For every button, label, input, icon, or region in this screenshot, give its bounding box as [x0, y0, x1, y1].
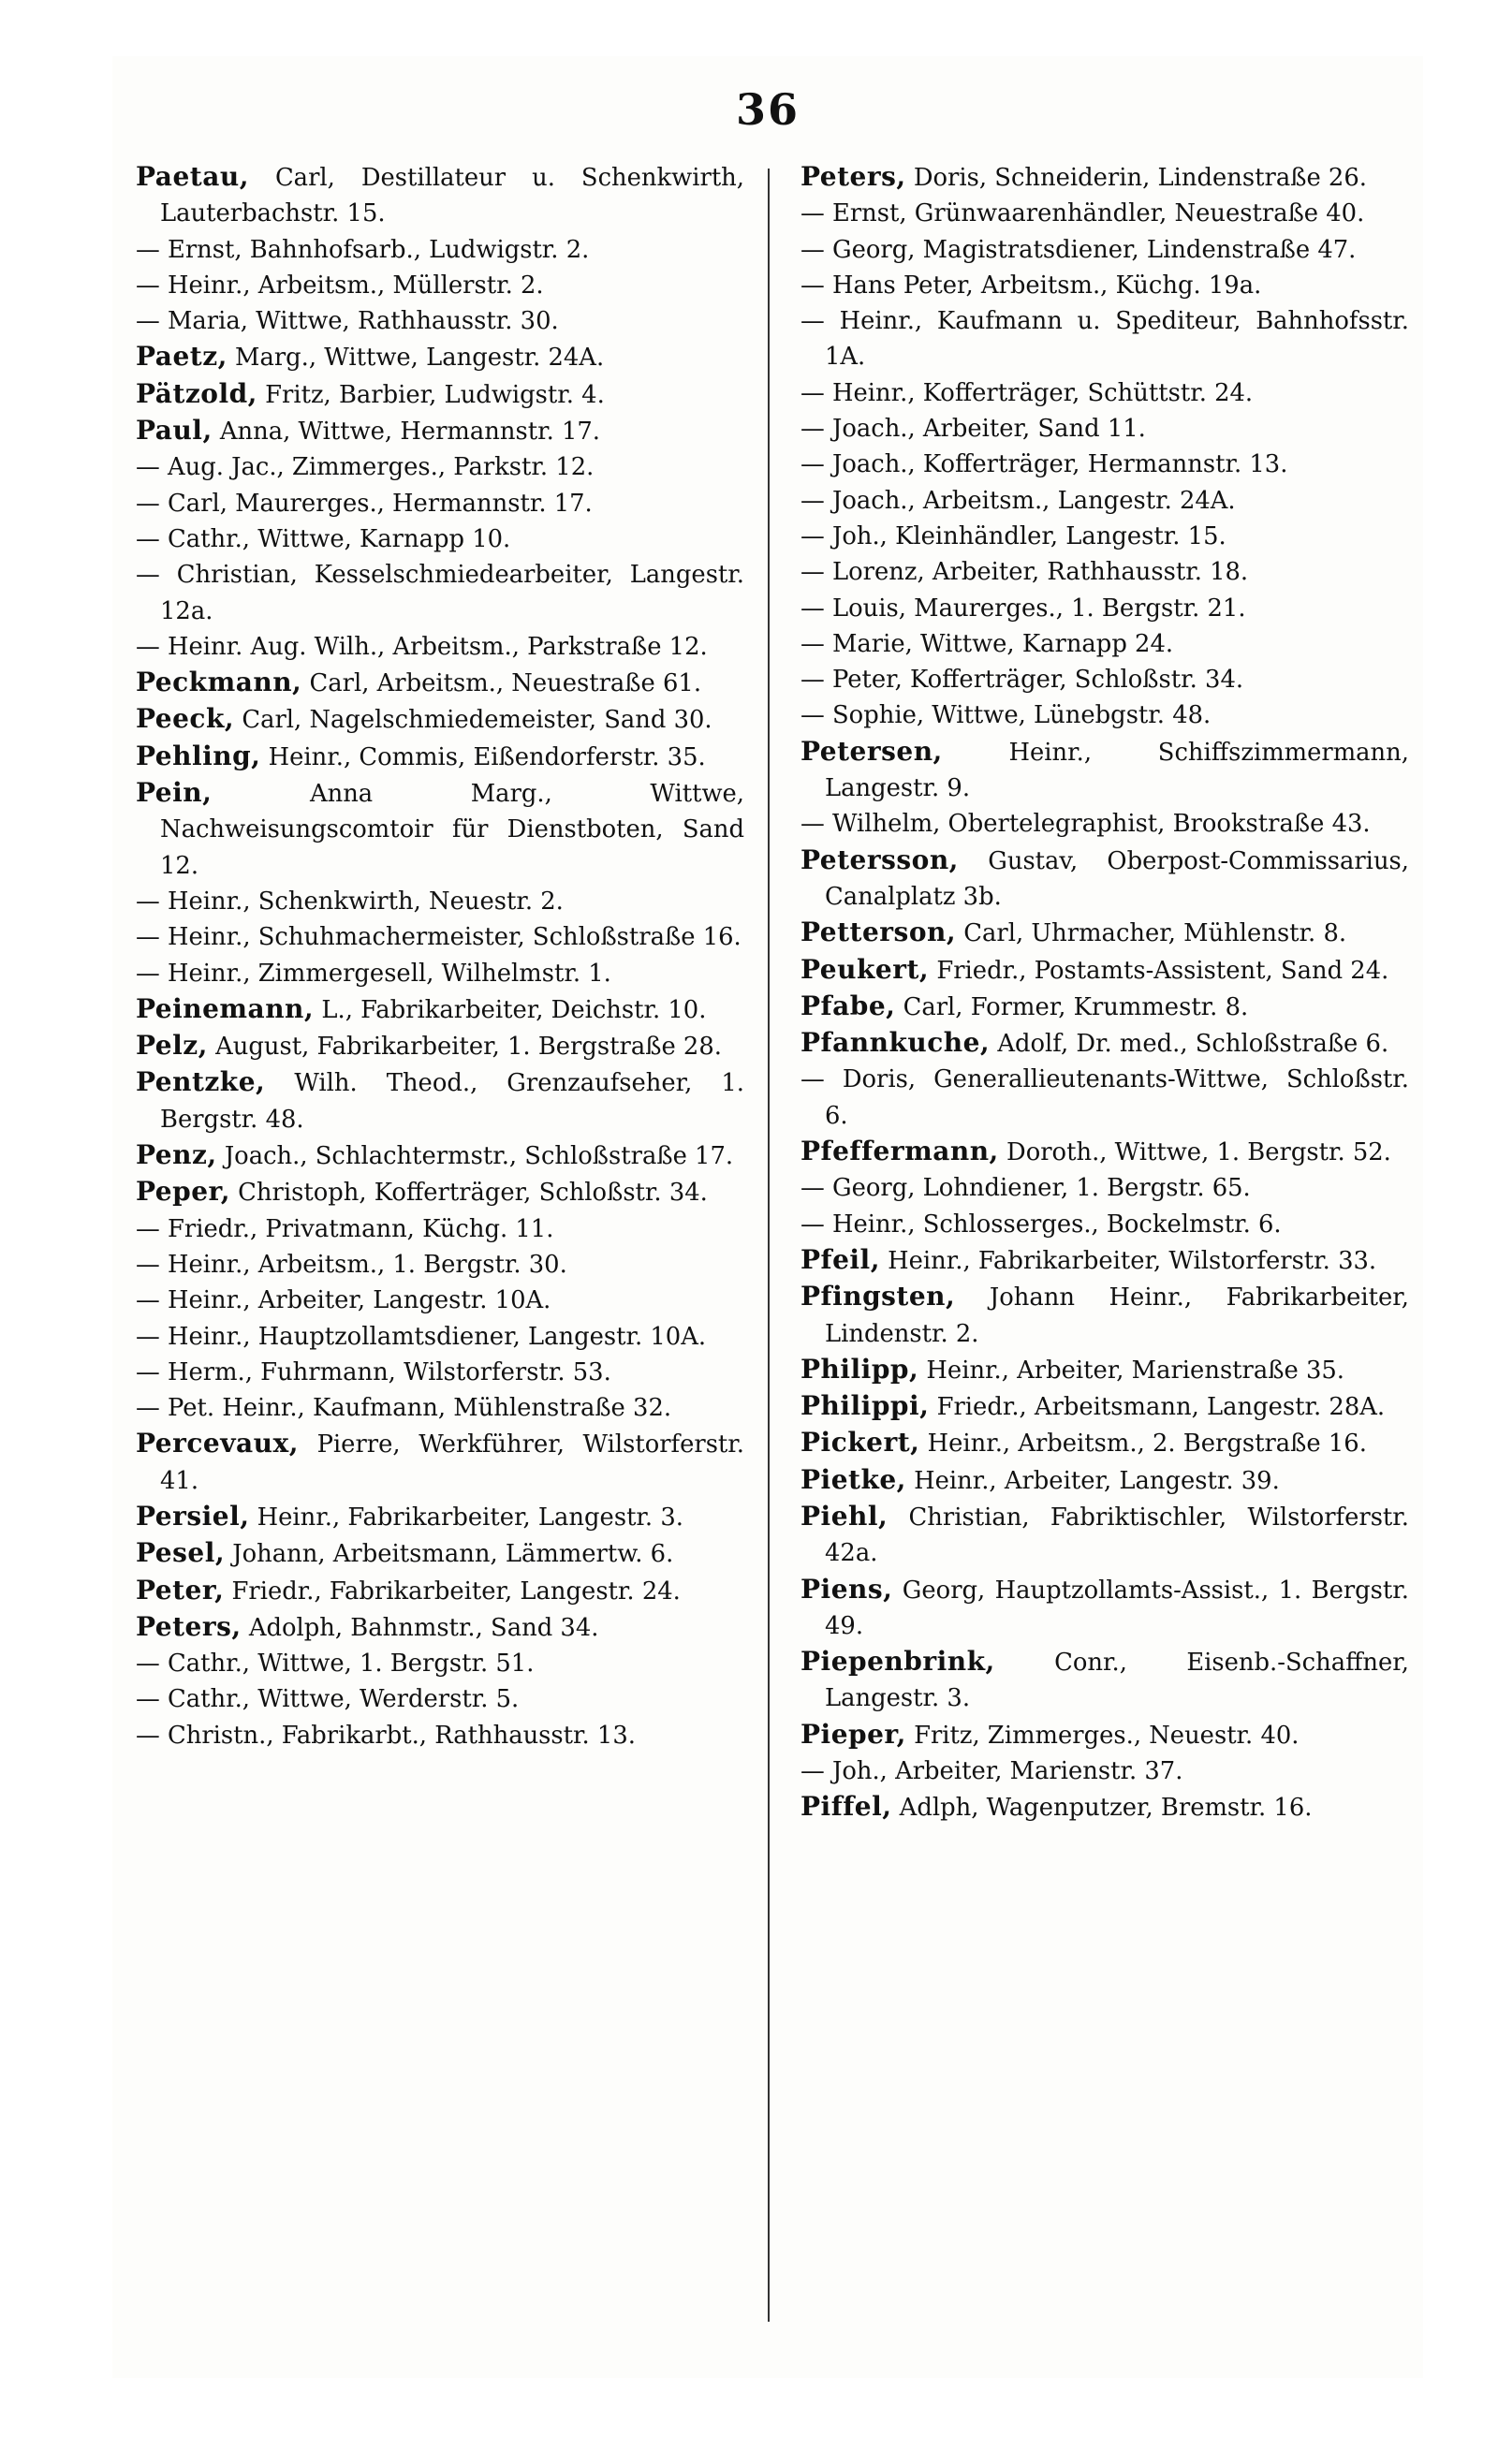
directory-entry [800, 806, 1409, 842]
directory-entry [800, 1644, 1409, 1717]
entry-details: Adlph, Wagenputzer, Bremstr. 16. [891, 1794, 1313, 1823]
directory-entry [136, 1283, 744, 1318]
entry-details: — Georg, Magistratsdiener, Lindenstraße 47. [800, 235, 1357, 264]
entry-surname: Pelz, [136, 1030, 208, 1062]
entry-details: — Sophie, Wittwe, Lünebgstr. 48. [800, 701, 1212, 730]
directory-entry [136, 1499, 744, 1535]
entry-surname: Penz, [136, 1139, 217, 1171]
entry-surname: Percevaux, [136, 1428, 299, 1459]
entry-details: Heinr., Arbeiter, Marienstraße 35. [918, 1356, 1344, 1385]
entry-surname: Paetz, [136, 341, 228, 373]
entry-surname: Piens, [800, 1573, 893, 1605]
entry-surname: Pfabe, [800, 990, 896, 1021]
entry-details: — Cathr., Wittwe, 1. Bergstr. 51. [136, 1650, 535, 1679]
directory-entry [136, 339, 744, 375]
entry-details: L., Fabrikarbeiter, Deichstr. 10. [314, 995, 707, 1024]
directory-entry [136, 884, 744, 919]
entry-surname: Peters, [800, 161, 906, 192]
directory-entry [800, 1062, 1409, 1134]
directory-entry [136, 739, 744, 775]
right-column [800, 159, 1409, 1826]
entry-details: — Heinr., Schlosserges., Bockelmstr. 6. [800, 1210, 1282, 1239]
directory-entry [800, 1170, 1409, 1206]
entry-surname: Pesel, [136, 1537, 226, 1569]
entry-surname: Peper, [136, 1176, 230, 1208]
directory-entry [136, 413, 744, 449]
entry-details: — Heinr., Kaufmann u. Spediteur, Bahnhofsstr. 1A. [800, 307, 1409, 372]
entry-surname: Piehl, [800, 1500, 889, 1532]
directory-entry [800, 1717, 1409, 1753]
directory-entry [136, 557, 744, 629]
entry-details: — Georg, Lohndiener, 1. Bergstr. 65. [800, 1174, 1251, 1203]
directory-entry [800, 915, 1409, 951]
entry-details: — Aug. Jac., Zimmerges., Parkstr. 12. [136, 453, 595, 482]
entry-details: Adolph, Bahnmstr., Sand 34. [241, 1613, 599, 1642]
directory-entry [136, 376, 744, 413]
directory-entry [800, 1134, 1409, 1170]
directory-entry [136, 1646, 744, 1681]
entry-details: — Doris, Generallieutenants-Wittwe, Schloßstr. 6. [800, 1065, 1409, 1130]
entry-surname: Pätzold, [136, 377, 257, 409]
entry-details: Heinr., Arbeitsm., 2. Bergstraße 16. [919, 1430, 1367, 1459]
entry-details: — Peter, Kofferträger, Schloßstr. 34. [800, 666, 1244, 695]
entry-details: — Heinr., Schuhmachermeister, Schloßstraße 16. [136, 923, 742, 952]
entry-details: Adolf, Dr. med., Schloßstraße 6. [990, 1030, 1389, 1059]
directory-entry [136, 521, 744, 557]
entry-details: Carl, Uhrmacher, Mühlenstr. 8. [956, 919, 1347, 948]
left-column [136, 159, 744, 1753]
entry-details: Carl, Nagelschmiedemeister, Sand 30. [234, 706, 712, 735]
entry-surname: Peinemann, [136, 992, 315, 1024]
directory-entry [800, 1025, 1409, 1062]
directory-entry [800, 1207, 1409, 1242]
entry-details: — Joh., Arbeiter, Marienstr. 37. [800, 1757, 1183, 1786]
entry-details: — Heinr., Kofferträger, Schüttstr. 24. [800, 378, 1254, 407]
directory-entry [800, 989, 1409, 1025]
entry-details: Heinr., Fabrikarbeiter, Wilstorferstr. 33. [879, 1246, 1377, 1275]
entry-details: — Lorenz, Arbeiter, Rathhausstr. 18. [800, 558, 1249, 587]
entry-details: — Ernst, Bahnhofsarb., Ludwigstr. 2. [136, 235, 590, 264]
entry-details: Heinr., Schiffszimmermann, Langestr. 9. [825, 738, 1409, 803]
entry-surname: Pieper, [800, 1718, 906, 1750]
entry-details: Anna, Wittwe, Hermannstr. 17. [212, 418, 601, 447]
entry-surname: Piffel, [800, 1791, 892, 1823]
entry-details: Heinr., Arbeiter, Langestr. 39. [905, 1466, 1280, 1495]
entry-details: — Joach., Kofferträger, Hermannstr. 13. [800, 450, 1288, 479]
entry-details: Gustav, Oberpost-Commissarius, Canalplatz 3b. [825, 846, 1409, 911]
entry-details: — Christn., Fabrikarbt., Rathhausstr. 13. [136, 1721, 636, 1750]
entry-details: Conr., Eisenb.-Schaffner, Langestr. 3. [825, 1649, 1409, 1713]
entry-details: Georg, Hauptzollamts-Assist., 1. Bergstr. 49. [825, 1576, 1409, 1640]
directory-entry [136, 701, 744, 738]
entry-surname: Persiel, [136, 1500, 250, 1532]
directory-entry [136, 232, 744, 268]
entry-details: Friedr., Arbeitsmann, Langestr. 28A. [929, 1393, 1386, 1422]
entry-surname: Pein, [136, 777, 213, 809]
entry-surname: Piepenbrink, [800, 1646, 995, 1678]
entry-details: Doris, Schneiderin, Lindenstraße 26. [905, 164, 1367, 192]
entry-surname: Petterson, [800, 917, 957, 948]
directory-entry [136, 1681, 744, 1717]
entry-surname: Peeck, [136, 703, 235, 735]
entry-details: — Heinr., Hauptzollamtsdiener, Langestr. 10A. [136, 1322, 707, 1351]
entry-surname: Pentzke, [136, 1066, 266, 1098]
entry-surname: Pfannkuche, [800, 1027, 991, 1059]
directory-entry [800, 1572, 1409, 1645]
entry-details: Johann, Arbeitsmann, Lämmertw. 6. [225, 1540, 674, 1569]
entry-surname: Peter, [136, 1574, 225, 1606]
entry-surname: Peters, [136, 1610, 242, 1642]
directory-entry [136, 665, 744, 701]
entry-surname: Pietke, [800, 1463, 906, 1495]
entry-details: — Ernst, Grünwaarenhändler, Neuestraße 40. [800, 199, 1365, 228]
directory-entry [800, 843, 1409, 916]
entry-surname: Peukert, [800, 953, 930, 985]
entry-details: — Maria, Wittwe, Rathhausstr. 30. [136, 307, 559, 336]
directory-entry [800, 1462, 1409, 1499]
directory-entry [800, 952, 1409, 989]
entry-details: Fritz, Barbier, Ludwigstr. 4. [257, 380, 605, 409]
directory-entry [800, 1352, 1409, 1388]
directory-entry [136, 159, 744, 232]
directory-entry [800, 411, 1409, 447]
entry-details: — Louis, Maurerges., 1. Bergstr. 21. [800, 594, 1246, 623]
entry-surname: Pfeil, [800, 1243, 880, 1275]
entry-details: — Heinr., Arbeitsm., 1. Bergstr. 30. [136, 1250, 567, 1279]
entry-details: — Friedr., Privatmann, Küchg. 11. [136, 1214, 554, 1243]
entry-details: — Heinr. Aug. Wilh., Arbeitsm., Parkstraße 12. [136, 632, 708, 661]
entry-details: Christoph, Kofferträger, Schloßstr. 34. [229, 1179, 708, 1208]
entry-details: — Joach., Arbeitsm., Langestr. 24A. [800, 486, 1236, 515]
entry-details: — Herm., Fuhrmann, Wilstorferstr. 53. [136, 1357, 611, 1386]
entry-details: Christian, Fabriktischler, Wilstorferstr. 42a. [825, 1503, 1409, 1568]
entry-details: — Heinr., Zimmergesell, Wilhelmstr. 1. [136, 959, 611, 988]
entry-details: — Wilhelm, Obertelegraphist, Brookstraße 43. [800, 810, 1371, 839]
directory-entry [136, 268, 744, 303]
directory-entry [136, 1211, 744, 1247]
directory-entry [136, 1028, 744, 1064]
directory-entry [136, 629, 744, 665]
directory-entry [136, 1609, 744, 1646]
entry-details: — Cathr., Wittwe, Karnapp 10. [136, 524, 511, 553]
entry-surname: Pfeffermann, [800, 1136, 999, 1167]
directory-entry [136, 303, 744, 339]
entry-details: — Joh., Kleinhändler, Langestr. 15. [800, 521, 1226, 550]
directory-entry [800, 375, 1409, 411]
directory-entry [136, 1064, 744, 1137]
entry-surname: Pehling, [136, 740, 261, 771]
directory-entry [136, 1390, 744, 1426]
entry-details: Heinr., Commis, Eißendorferstr. 35. [260, 742, 706, 771]
directory-entry [136, 1174, 744, 1210]
entry-details: — Heinr., Arbeiter, Langestr. 10A. [136, 1286, 551, 1315]
entry-surname: Philippi, [800, 1390, 930, 1422]
entry-details: Anna Marg., Wittwe, Nachweisungscomtoir für Dienstboten, Sand 12. [160, 780, 744, 880]
directory-entry [800, 1499, 1409, 1572]
entry-details: August, Fabrikarbeiter, 1. Bergstraße 28. [207, 1033, 722, 1062]
directory-entry [136, 1426, 744, 1499]
entry-details: Pierre, Werkführer, Wilstorferstr. 41. [160, 1430, 744, 1495]
directory-entry [136, 486, 744, 521]
entry-details: Doroth., Wittwe, 1. Bergstr. 52. [998, 1138, 1391, 1167]
directory-entry [800, 1425, 1409, 1461]
directory-entry [800, 447, 1409, 482]
entry-surname: Paul, [136, 415, 213, 447]
entry-details: — Heinr., Schenkwirth, Neuestr. 2. [136, 887, 564, 916]
entry-details: Carl, Former, Krummestr. 8. [895, 992, 1249, 1021]
directory-entry [136, 449, 744, 485]
entry-details: Carl, Destillateur u. Schenkwirth, Lauterbachstr. 15. [160, 164, 744, 228]
directory-entry [800, 734, 1409, 807]
directory-entry [800, 159, 1409, 196]
entry-details: — Cathr., Wittwe, Werderstr. 5. [136, 1685, 520, 1714]
entry-details: — Carl, Maurerges., Hermannstr. 17. [136, 489, 593, 518]
directory-entry [136, 1355, 744, 1390]
directory-entry [800, 196, 1409, 231]
entry-details: Johann Heinr., Fabrikarbeiter, Lindenstr. 2. [825, 1283, 1409, 1348]
entry-details: Wilh. Theod., Grenzaufseher, 1. Bergstr. 48. [160, 1069, 744, 1134]
entry-details: — Christian, Kesselschmiedearbeiter, Langestr. 12a. [136, 561, 744, 625]
entry-details: — Marie, Wittwe, Karnapp 24. [800, 629, 1174, 658]
entry-details: Marg., Wittwe, Langestr. 24A. [227, 344, 605, 373]
entry-details: Friedr., Fabrikarbeiter, Langestr. 24. [224, 1577, 681, 1606]
entry-surname: Peckmann, [136, 667, 302, 698]
directory-entry [800, 519, 1409, 554]
directory-entry [136, 1319, 744, 1355]
directory-entry [800, 591, 1409, 626]
entry-details: — Hans Peter, Arbeitsm., Küchg. 19a. [800, 271, 1262, 300]
entry-surname: Pfingsten, [800, 1281, 956, 1313]
directory-entry [136, 1718, 744, 1753]
directory-entry [136, 775, 744, 884]
directory-entry [800, 1279, 1409, 1352]
directory-entry [136, 919, 744, 955]
directory-entry [800, 303, 1409, 375]
directory-entry [800, 232, 1409, 268]
entry-surname: Petersson, [800, 843, 959, 875]
directory-entry [136, 1573, 744, 1609]
entry-surname: Paetau, [136, 161, 249, 192]
directory-entry [136, 991, 744, 1028]
directory-entry [800, 697, 1409, 733]
directory-entry [136, 1137, 744, 1174]
directory-entry [800, 554, 1409, 590]
directory-entry [136, 1535, 744, 1572]
directory-entry [800, 1242, 1409, 1279]
directory-entry [136, 956, 744, 991]
directory-entry [800, 1789, 1409, 1826]
directory-entry [800, 268, 1409, 303]
column-divider [768, 169, 770, 2322]
directory-entry [800, 483, 1409, 519]
page-number: 36 [735, 84, 800, 135]
entry-details: Heinr., Fabrikarbeiter, Langestr. 3. [249, 1503, 683, 1532]
entry-details: Carl, Arbeitsm., Neuestraße 61. [301, 669, 702, 698]
entry-details: — Heinr., Arbeitsm., Müllerstr. 2. [136, 271, 544, 300]
directory-entry [800, 1753, 1409, 1789]
directory-entry [800, 1388, 1409, 1425]
entry-surname: Petersen, [800, 735, 943, 767]
directory-entry [800, 626, 1409, 662]
entry-surname: Philipp, [800, 1353, 919, 1385]
entry-details: Fritz, Zimmerges., Neuestr. 40. [905, 1721, 1300, 1750]
entry-details: — Joach., Arbeiter, Sand 11. [800, 415, 1146, 444]
directory-entry [800, 662, 1409, 697]
entry-details: Friedr., Postamts-Assistent, Sand 24. [929, 956, 1389, 985]
directory-page [112, 56, 1423, 2378]
directory-entry [136, 1247, 744, 1283]
entry-details: Joach., Schlachtermstr., Schloßstraße 17. [216, 1142, 734, 1171]
entry-surname: Pickert, [800, 1427, 920, 1459]
entry-details: — Pet. Heinr., Kaufmann, Mühlenstraße 32. [136, 1394, 672, 1423]
